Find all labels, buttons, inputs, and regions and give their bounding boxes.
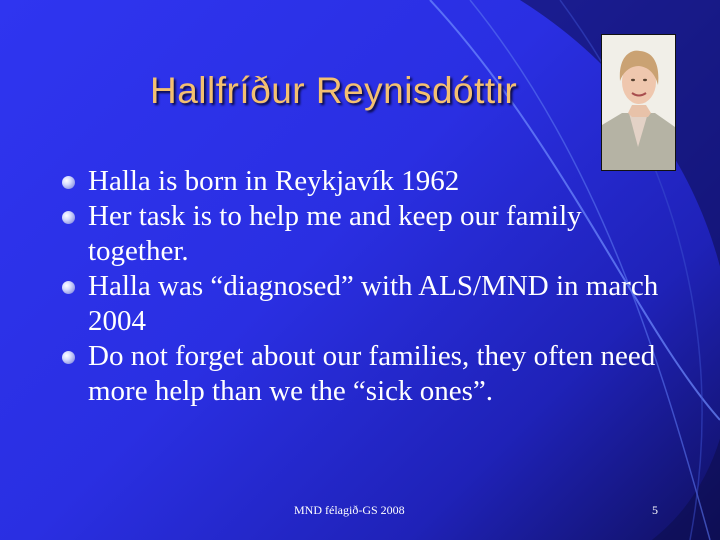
bullet-item [62,269,682,339]
bullet-item [62,339,682,409]
portrait-photo [601,34,676,171]
bullet-text: Her task is to help me and keep our family together. [88,200,582,267]
bullet-icon [62,351,75,364]
bullet-text: Halla is born in Reykjavík 1962 [88,165,460,197]
bullet-icon [62,211,75,224]
bullet-item [62,164,682,199]
bullet-icon [62,281,75,294]
bullet-text: Do not forget about our families, they often need more help than we the “sick ones”. [88,340,656,407]
bullet-list [62,164,682,409]
slide-title: Hallfríður Reynisdóttir [150,70,518,111]
bullet-icon [62,176,75,189]
bullet-item [62,199,682,269]
slide-footer: MND félagið-GS 2008 [294,503,405,517]
slide-number: 5 [652,503,658,517]
bullet-text: Halla was “diagnosed” with ALS/MND in march 2004 [88,270,659,337]
